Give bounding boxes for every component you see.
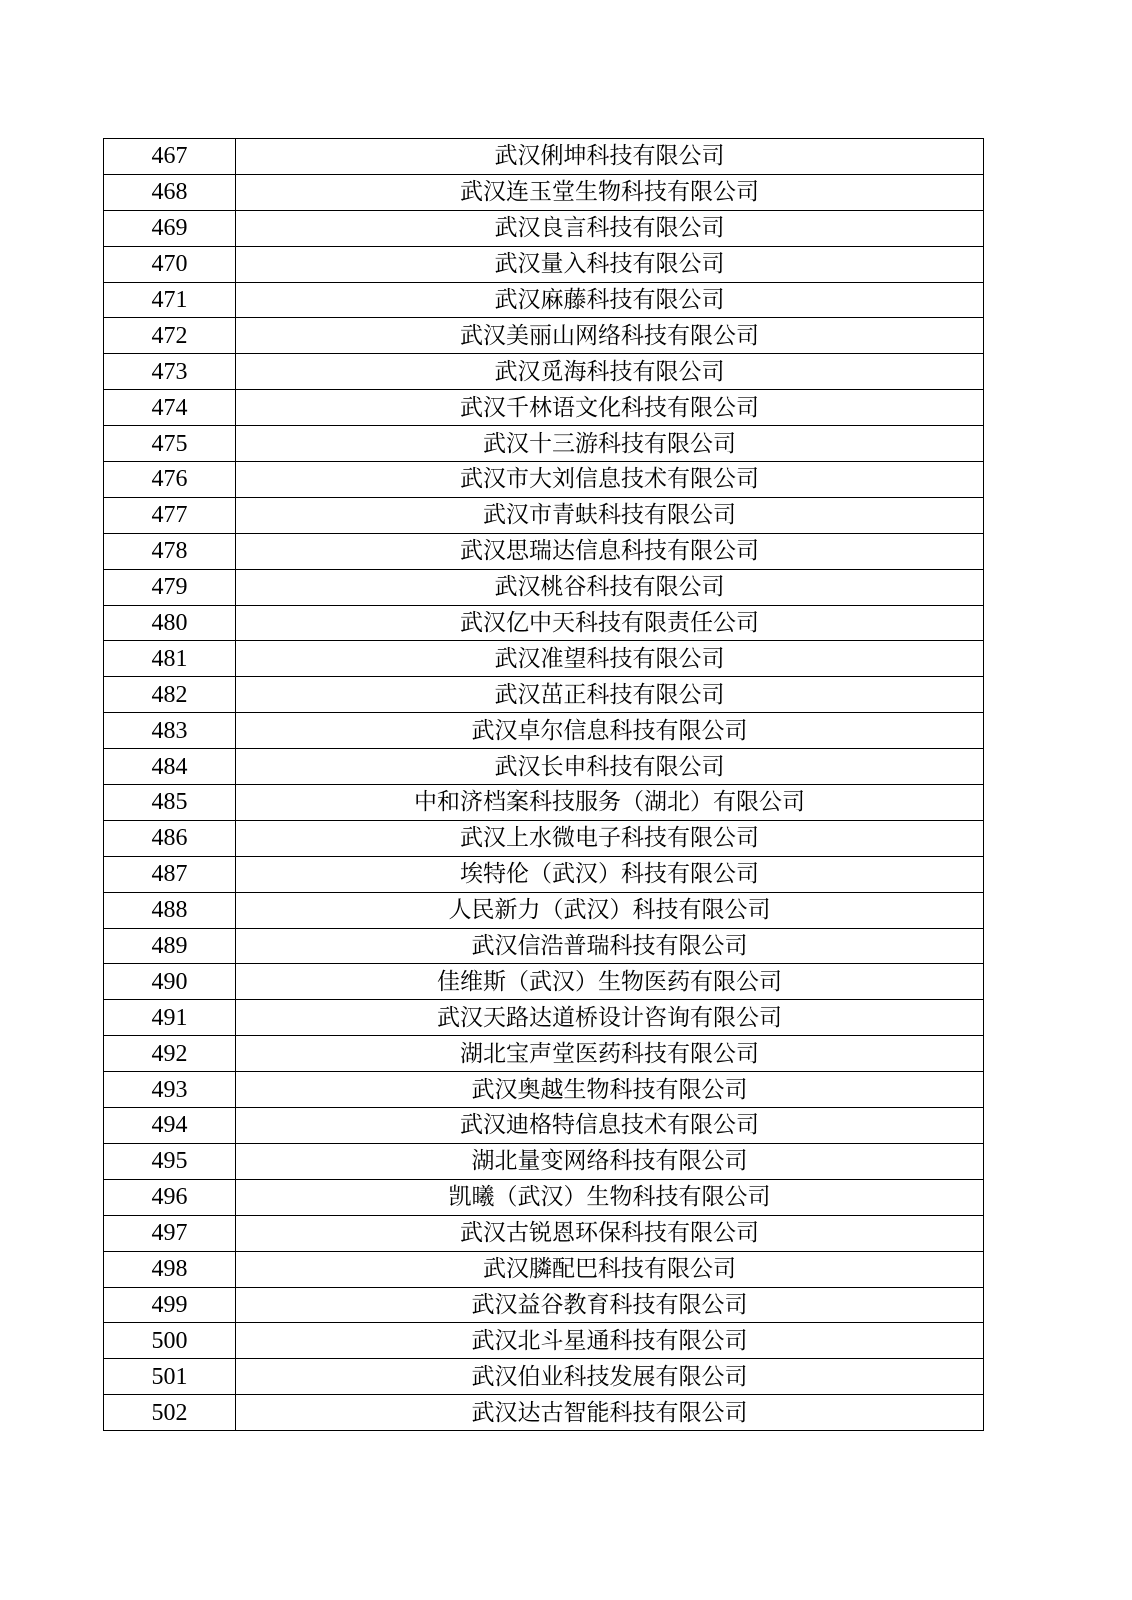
company-name-cell: 武汉俐坤科技有限公司 — [236, 139, 984, 175]
row-number-cell: 499 — [104, 1287, 236, 1323]
company-name-cell: 埃特伦（武汉）科技有限公司 — [236, 856, 984, 892]
row-number-cell: 475 — [104, 426, 236, 462]
row-number-cell: 468 — [104, 174, 236, 210]
table-row — [104, 820, 984, 856]
company-name-cell: 武汉觅海科技有限公司 — [236, 354, 984, 390]
row-number-cell: 467 — [104, 139, 236, 175]
table-row — [104, 1359, 984, 1395]
row-number-cell: 483 — [104, 713, 236, 749]
company-name-cell: 武汉迪格特信息技术有限公司 — [236, 1108, 984, 1144]
table-row — [104, 1287, 984, 1323]
company-name-cell: 武汉良言科技有限公司 — [236, 210, 984, 246]
table-row — [104, 1108, 984, 1144]
row-number-cell: 479 — [104, 569, 236, 605]
company-name-cell: 武汉北斗星通科技有限公司 — [236, 1323, 984, 1359]
company-name-cell: 湖北宝声堂医药科技有限公司 — [236, 1036, 984, 1072]
table-row — [104, 354, 984, 390]
table-row — [104, 462, 984, 498]
row-number-cell: 489 — [104, 928, 236, 964]
table-row — [104, 1251, 984, 1287]
row-number-cell: 494 — [104, 1108, 236, 1144]
company-name-cell: 武汉美丽山网络科技有限公司 — [236, 318, 984, 354]
company-name-cell: 武汉奥越生物科技有限公司 — [236, 1072, 984, 1108]
table-row — [104, 713, 984, 749]
row-number-cell: 476 — [104, 462, 236, 498]
company-name-cell: 武汉思瑞达信息科技有限公司 — [236, 533, 984, 569]
company-name-cell: 武汉伯业科技发展有限公司 — [236, 1359, 984, 1395]
table-row — [104, 1072, 984, 1108]
row-number-cell: 490 — [104, 964, 236, 1000]
company-name-cell: 武汉茁正科技有限公司 — [236, 677, 984, 713]
table-row — [104, 892, 984, 928]
company-name-cell: 武汉准望科技有限公司 — [236, 641, 984, 677]
table-row — [104, 1179, 984, 1215]
row-number-cell: 480 — [104, 605, 236, 641]
row-number-cell: 485 — [104, 785, 236, 821]
company-name-cell: 武汉市大刘信息技术有限公司 — [236, 462, 984, 498]
company-name-cell: 武汉千林语文化科技有限公司 — [236, 390, 984, 426]
row-number-cell: 482 — [104, 677, 236, 713]
company-name-cell: 湖北量变网络科技有限公司 — [236, 1143, 984, 1179]
company-name-cell: 武汉古锐恩环保科技有限公司 — [236, 1215, 984, 1251]
company-name-cell: 武汉长申科技有限公司 — [236, 749, 984, 785]
row-number-cell: 497 — [104, 1215, 236, 1251]
table-row — [104, 1036, 984, 1072]
row-number-cell: 481 — [104, 641, 236, 677]
row-number-cell: 477 — [104, 497, 236, 533]
company-name-cell: 武汉卓尔信息科技有限公司 — [236, 713, 984, 749]
row-number-cell: 469 — [104, 210, 236, 246]
company-list-table — [103, 138, 984, 1431]
row-number-cell: 471 — [104, 282, 236, 318]
table-row — [104, 210, 984, 246]
table-row — [104, 318, 984, 354]
table-row — [104, 1215, 984, 1251]
table-row — [104, 749, 984, 785]
company-name-cell: 佳维斯（武汉）生物医药有限公司 — [236, 964, 984, 1000]
table-row — [104, 246, 984, 282]
row-number-cell: 473 — [104, 354, 236, 390]
company-name-cell: 武汉上水微电子科技有限公司 — [236, 820, 984, 856]
row-number-cell: 500 — [104, 1323, 236, 1359]
row-number-cell: 502 — [104, 1395, 236, 1431]
table-row — [104, 856, 984, 892]
company-name-cell: 人民新力（武汉）科技有限公司 — [236, 892, 984, 928]
row-number-cell: 484 — [104, 749, 236, 785]
row-number-cell: 472 — [104, 318, 236, 354]
company-name-cell: 武汉达古智能科技有限公司 — [236, 1395, 984, 1431]
table-row — [104, 1000, 984, 1036]
row-number-cell: 493 — [104, 1072, 236, 1108]
table-row — [104, 139, 984, 175]
company-name-cell: 武汉信浩普瑞科技有限公司 — [236, 928, 984, 964]
company-name-cell: 武汉膦配巴科技有限公司 — [236, 1251, 984, 1287]
table-row — [104, 928, 984, 964]
company-name-cell: 武汉十三游科技有限公司 — [236, 426, 984, 462]
company-name-cell: 武汉量入科技有限公司 — [236, 246, 984, 282]
table-row — [104, 533, 984, 569]
row-number-cell: 470 — [104, 246, 236, 282]
company-name-cell: 武汉桃谷科技有限公司 — [236, 569, 984, 605]
table-row — [104, 497, 984, 533]
company-name-cell: 凯曦（武汉）生物科技有限公司 — [236, 1179, 984, 1215]
row-number-cell: 496 — [104, 1179, 236, 1215]
company-name-cell: 武汉天路达道桥设计咨询有限公司 — [236, 1000, 984, 1036]
company-name-cell: 武汉市青蚨科技有限公司 — [236, 497, 984, 533]
row-number-cell: 478 — [104, 533, 236, 569]
table-row — [104, 677, 984, 713]
row-number-cell: 487 — [104, 856, 236, 892]
row-number-cell: 474 — [104, 390, 236, 426]
table-row — [104, 569, 984, 605]
company-name-cell: 武汉益谷教育科技有限公司 — [236, 1287, 984, 1323]
table-row — [104, 1323, 984, 1359]
table-row — [104, 426, 984, 462]
company-name-cell: 武汉连玉堂生物科技有限公司 — [236, 174, 984, 210]
company-name-cell: 中和济档案科技服务（湖北）有限公司 — [236, 785, 984, 821]
row-number-cell: 501 — [104, 1359, 236, 1395]
table-row — [104, 174, 984, 210]
row-number-cell: 492 — [104, 1036, 236, 1072]
row-number-cell: 491 — [104, 1000, 236, 1036]
row-number-cell: 486 — [104, 820, 236, 856]
row-number-cell: 495 — [104, 1143, 236, 1179]
table-row — [104, 1395, 984, 1431]
table-row — [104, 282, 984, 318]
table-row — [104, 785, 984, 821]
company-name-cell: 武汉亿中天科技有限责任公司 — [236, 605, 984, 641]
table-row — [104, 641, 984, 677]
table-row — [104, 605, 984, 641]
row-number-cell: 498 — [104, 1251, 236, 1287]
table-row — [104, 1143, 984, 1179]
company-name-cell: 武汉麻藤科技有限公司 — [236, 282, 984, 318]
row-number-cell: 488 — [104, 892, 236, 928]
table-row — [104, 390, 984, 426]
table-body — [104, 139, 984, 1431]
table-row — [104, 964, 984, 1000]
